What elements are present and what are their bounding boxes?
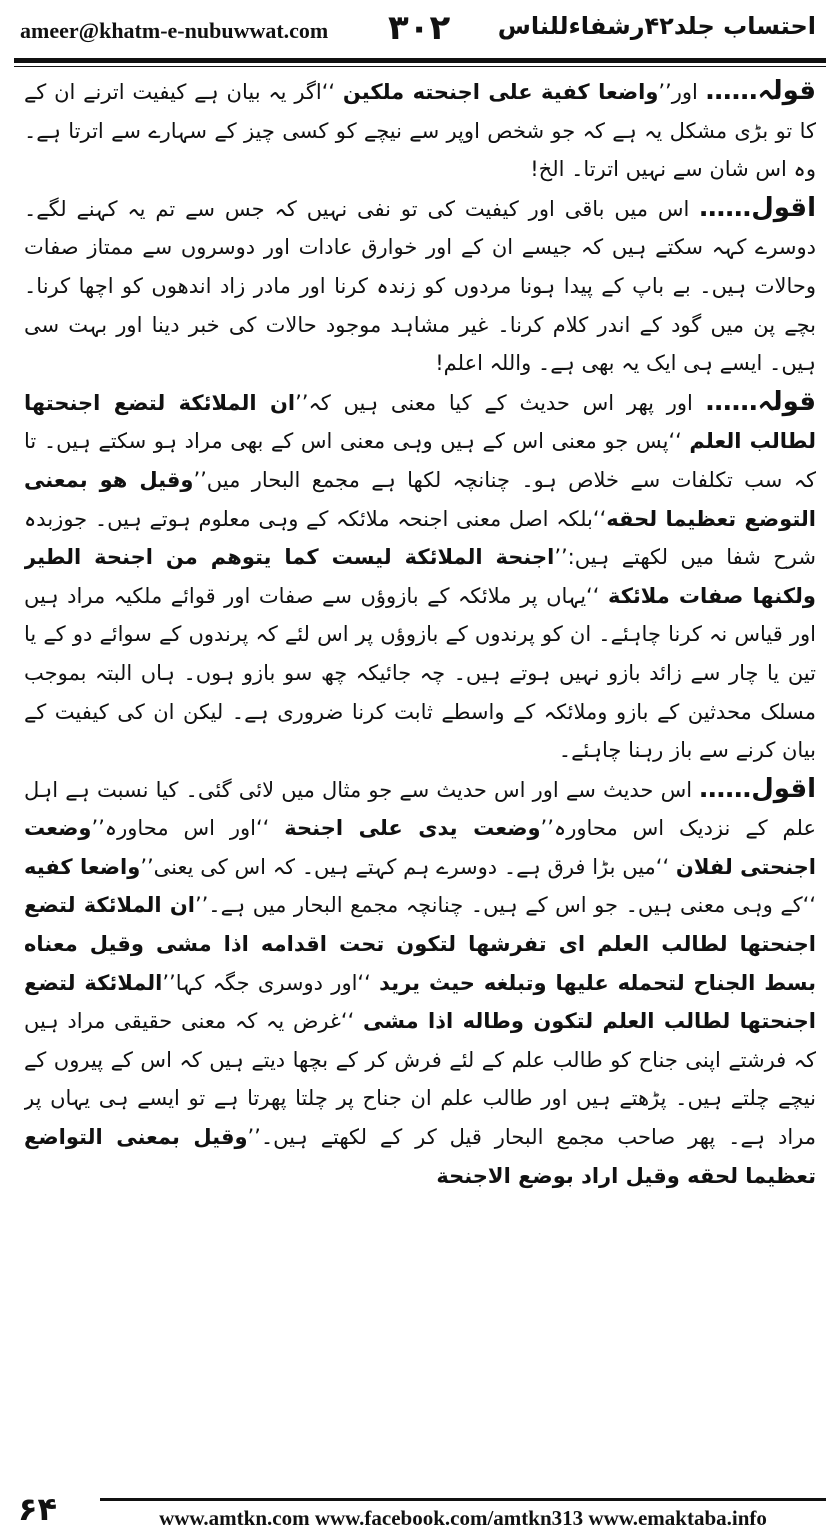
text-segment: اس حدیث سے اور اس حدیث سے جو مثال میں لائی گئی۔ کیا نسبت ہے اہل علم کے نزدیک اس محاورہ’’ — [24, 777, 816, 841]
arabic-quote: وقيل هو بمعنى التوضع تعظيما لحقه — [24, 467, 816, 531]
paragraph-aqool-1 — [24, 189, 816, 383]
text-segment: اس میں باقی اور کیفیت کی تو نفی نہیں کہ جس سے تم یہ کہنے لگے۔ دوسرے کہہ سکتے ہیں کہ جیسے ان کے اور خوارق عادات اور دوسروں سے ممتاز صفات وحالات ہیں۔ بے باپ کے پیدا ہونا مردوں کو زندہ کرنا اور مادر زاد اندھوں کو اچھا کرنا۔ بچے پن میں گود کے اندر کلام کرنا۔ غیر مشاہد موجود حالات کی خبر دینا اور بہت سی ہیں۔ ایسے ہی ایک یہ بھی ہے۔ واللہ اعلم! — [24, 196, 816, 376]
text-segment: ‘‘اور دوسری جگہ کہا’’ — [162, 970, 380, 995]
arabic-quote: وضعت يدى على اجنحة — [284, 816, 541, 841]
arabic-quote: وقيل بمعنى التواضع تعظيما لحقه وقيل اراد بوضع الاجنحة — [24, 1125, 816, 1188]
arabic-quote: اجنحة الملائكة ليست كما يتوهم من اجنحة الطير ولكنها صفات ملائكة — [24, 545, 816, 608]
arabic-quote: واضعا كفيه — [24, 854, 141, 879]
paragraph-qawl-2 — [24, 383, 816, 770]
footer-links: www.amtkn.com www.facebook.com/amtkn313 www.emaktaba.info — [159, 1506, 767, 1530]
arabic-quote: الملائكة لتضع اجنحتها لطالب العلم لتكون وطاله اذا مشى — [24, 970, 816, 1034]
text-segment: ‘‘کے وہی معنی ہیں۔ جو اس کے ہیں۔ چنانچہ مجمع البحار میں ہے۔’’ — [194, 893, 816, 918]
footer-page-number: ۶۴ — [18, 1490, 58, 1528]
paragraph-aqool-2 — [24, 770, 816, 1196]
text-segment: ‘‘میں بڑا فرق ہے۔ دوسرے ہم کہتے ہیں۔ کہ اس کی یعنی’’ — [140, 854, 676, 879]
header-email: ameer@khatm-e-nubuwwat.com — [20, 18, 329, 43]
header-rule-thick — [14, 58, 826, 63]
arabic-quote: وضعت اجنحتى لفلان — [24, 816, 816, 879]
header-rule-thin — [14, 66, 826, 67]
text-segment: ‘‘یہاں پر ملائکہ کے بازوؤں سے صفات اور قوائے ملکیہ مراد ہیں اور قیاس نہ کرنا چاہئے۔ ان کو پرندوں کے بازوؤں پر اس لئے کہ پرندوں کے سوائے دو کے یا تین یا چار سے زائد بازو نہیں ہوتے ہیں۔ چہ جائیکہ چھ سو بازو ہوں۔ ہاں البتہ بموجب مسلک محدثین کے بازو وملائکہ کے واسطے ثابت کرنا ضروری ہے۔ لیکن ان کی کیفیت کے بیان کرنے سے باز رہنا چاہئے۔ — [24, 583, 816, 763]
paragraph-label: قولہ…… — [705, 76, 816, 106]
header-page-number: ۳۰۲ — [388, 8, 451, 48]
text-segment: ‘‘بلکہ اصل معنی اجنحہ ملائکہ کے وہی معلوم ہوتے ہیں۔ جوزبدہ شرح شفا میں لکھتے ہیں:’’ — [24, 506, 816, 570]
text-segment: ‘‘پس جو معنی اس کے ہیں وہی معنی اس کے بھی مراد ہو سکتے ہیں۔ تا کہ سب تکلفات سے خلاص ہو۔ چنانچہ لکھا ہے مجمع البحار میں’’ — [24, 429, 816, 492]
paragraph-label: قولہ…… — [705, 386, 816, 417]
paragraph-qawl-1 — [24, 72, 816, 189]
text-segment: اور پھر اس حدیث کے کیا معنی ہیں کہ’’ — [295, 390, 693, 415]
paragraph-label: اقول…… — [699, 192, 816, 223]
arabic-quote: ان الملائكة لتضع اجنحتها لطالب العلم اى تفرشها لتكون تحت اقدامه اذا مشى وقيل معناه بسط الجناح لتحمله عليها وتبلغه حيث يريد — [24, 893, 816, 995]
page-footer — [0, 1490, 840, 1540]
header-book-title: احتساب جلد۴۲رشفاءللناس — [497, 12, 816, 40]
paragraph-label: اقول…… — [699, 773, 816, 804]
footer-rule — [100, 1498, 826, 1501]
text-segment: ‘‘اگر یہ بیان ہے کیفیت اترنے ان کے کا تو بڑی مشکل یہ ہے کہ جو شخص اوپر سے نیچے کو کسی چیز کے سہارے سے اترتا ہے۔ وہ اس شان سے نہیں اترتا۔ الخ! — [24, 80, 816, 182]
page-body — [24, 72, 816, 1484]
text-segment: ‘‘اور اس محاورہ’’ — [91, 816, 285, 841]
arabic-quote: واضعا كفية على اجنحته ملكين — [342, 80, 659, 104]
arabic-quote: ان الملائكة لتضع اجنحتها لطالب العلم — [24, 390, 816, 454]
text-segment: اور’’ — [658, 80, 698, 104]
page-header — [0, 0, 840, 60]
text-segment: ‘‘غرض یہ کہ معنی حقیقی مراد ہیں کہ فرشتے اپنی جناح کو طالب علم کے لئے فرش کر کے بچھا دیتے ہیں کہ اس کے پیروں کے نیچے چلتے ہیں۔ پڑھتے ہیں اور طالب علم ان جناح پر چلتا پھرتا ہے تو ایسے ہی یہاں پر مراد ہے۔ پھر صاحب مجمع البحار قیل کر کے لکھتے ہیں۔’’ — [24, 1009, 816, 1150]
